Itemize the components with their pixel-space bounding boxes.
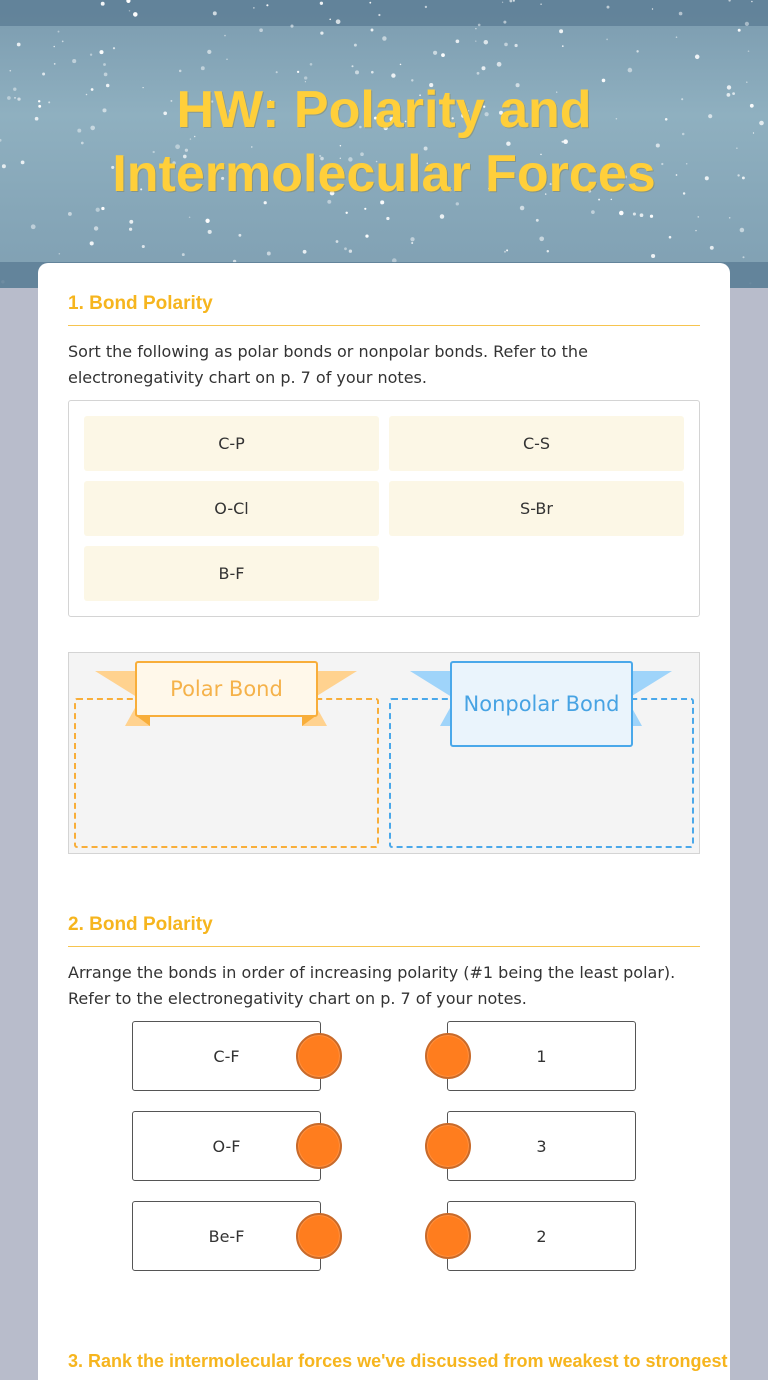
section-1-title: 1. Bond Polarity xyxy=(68,293,700,326)
section-1-instructions: Sort the following as polar bonds or nonpolar bonds. Refer to the electronegativity chart on p. 7 of your notes. xyxy=(68,342,588,387)
sort-chip[interactable]: S-Br xyxy=(389,481,684,536)
sort-chip[interactable]: O-Cl xyxy=(84,481,379,536)
match-left-box[interactable] xyxy=(132,1021,321,1091)
match-connector-dot[interactable] xyxy=(425,1213,471,1259)
section-2-instructions: Arrange the bonds in order of increasing polarity (#1 being the least polar). Refer to the electronegativity chart on p. 7 of your notes. xyxy=(68,963,676,1008)
sort-item-pool xyxy=(68,400,700,617)
worksheet-card xyxy=(38,263,730,1380)
nonpolar-bond-label: Nonpolar Bond xyxy=(450,661,633,747)
section-2-title: 2. Bond Polarity xyxy=(68,914,700,947)
match-connector-dot[interactable] xyxy=(425,1033,471,1079)
header-banner xyxy=(0,0,768,288)
match-right-label: 3 xyxy=(536,1136,547,1156)
match-right-label: 1 xyxy=(536,1046,547,1066)
polar-bond-label: Polar Bond xyxy=(135,661,318,717)
sort-chip[interactable]: C-P xyxy=(84,416,379,471)
match-left-box[interactable] xyxy=(132,1201,321,1271)
match-connector-dot[interactable] xyxy=(296,1123,342,1169)
match-left-label: O-F xyxy=(212,1136,241,1156)
match-right-box[interactable] xyxy=(447,1201,636,1271)
section-3-title: 3. Rank the intermolecular forces we've discussed from weakest to strongest xyxy=(68,1351,728,1371)
match-connector-dot[interactable] xyxy=(296,1033,342,1079)
match-right-box[interactable] xyxy=(447,1021,636,1091)
match-left-label: Be-F xyxy=(208,1226,245,1246)
match-right-label: 2 xyxy=(536,1226,547,1246)
sort-categories xyxy=(68,652,700,854)
sort-chip[interactable]: B-F xyxy=(84,546,379,601)
page-title: HW: Polarity and Intermolecular Forces xyxy=(112,81,656,203)
match-left-label: C-F xyxy=(213,1046,240,1066)
match-right-box[interactable] xyxy=(447,1111,636,1181)
match-connector-dot[interactable] xyxy=(296,1213,342,1259)
polar-bond-dropzone[interactable] xyxy=(74,698,379,848)
sort-chip[interactable]: C-S xyxy=(389,416,684,471)
match-connector-dot[interactable] xyxy=(425,1123,471,1169)
match-left-box[interactable] xyxy=(132,1111,321,1181)
